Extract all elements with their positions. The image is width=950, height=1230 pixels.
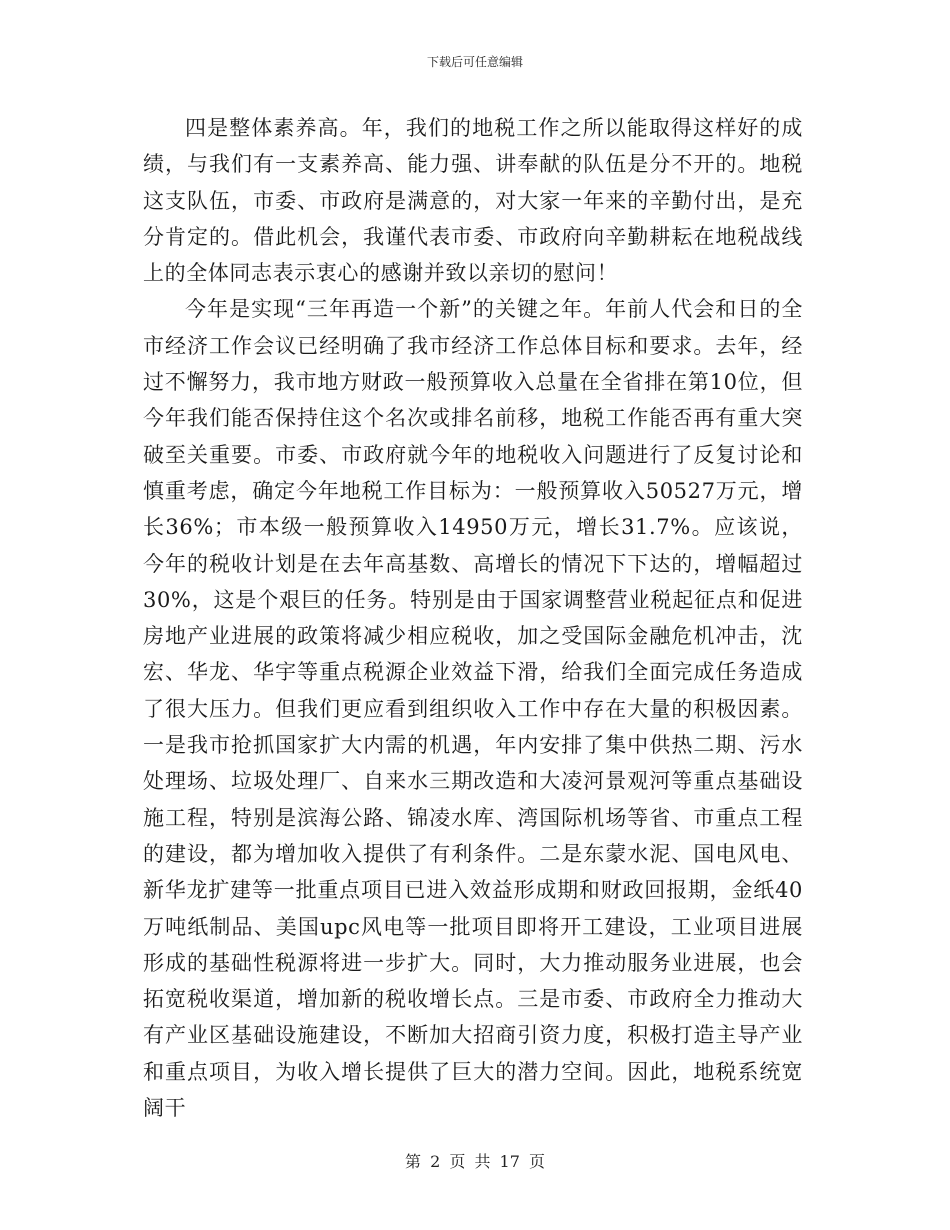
page-header: 下载后可任意编辑 (426, 55, 523, 69)
document-body (143, 110, 803, 1126)
paragraph: 四是整体素养高。年，我们的地税工作之所以能取得这样好的成绩，与我们有一支素养高、能力强、讲奉献的队伍是分不开的。地税这支队伍，市委、市政府是满意的，对大家一年来的辛勤付出，是充分肯定的。借此机会，我谨代表市委、市政府向辛勤耕耘在地税战线上的全体同志表示衷心的感谢并致以亲切的慰问！ (143, 116, 803, 286)
paragraph: 今年是实现“三年再造一个新”的关键之年。年前人代会和日的全市经济工作会议已经明确了我市经济工作总体目标和要求。去年，经过不懈努力，我市地方财政一般预算收入总量在全省排在第10位，但今年我们能否保持住这个名次或排名前移，地税工作能否再有重大突破至关重要。市委、市政府就今年的地税收入问题进行了反复讨论和慎重考虑，确定今年地税工作目标为：一般预算收入50527万元，增长36%；市本级一般预算收入14950万元，增长31.7%。应该说，今年的税收计划是在去年高基数、高增长的情况下下达的，增幅超过30%，这是个艰巨的任务。特别是由于国家调整营业税起征点和促进房地产业进展的政策将减少相应税收，加之受国际金融危机冲击，沈宏、华龙、华宇等重点税源企业效益下滑，给我们全面完成任务造成了很大压力。但我们更应看到组织收入工作中存在大量的积极因素。一是我市抢抓国家扩大内需的机遇，年内安排了集中供热二期、污水处理场、垃圾处理厂、自来水三期改造和大凌河景观河等重点基础设施工程，特别是滨海公路、锦凌水库、湾国际机场等省、市重点工程的建设，都为增加收入提供了有利条件。二是东蒙水泥、国电风电、新华龙扩建等一批重点项目已进入效益形成期和财政回报期，金纸40万吨纸制品、美国upc风电等一批项目即将开工建设，工业项目进展形成的基础性税源将进一步扩大。同时，大力推动服务业进展，也会拓宽税收渠道，增加新的税收增长点。三是市委、市政府全力推动大有产业区基础设施建设，不断加大招商引资力度，积极打造主导产业和重点项目，为收入增长提供了巨大的潜力空间。因此，地税系统宽阔干 (143, 297, 803, 1121)
page-footer: 第 2 页 共 17 页 (405, 1152, 545, 1171)
